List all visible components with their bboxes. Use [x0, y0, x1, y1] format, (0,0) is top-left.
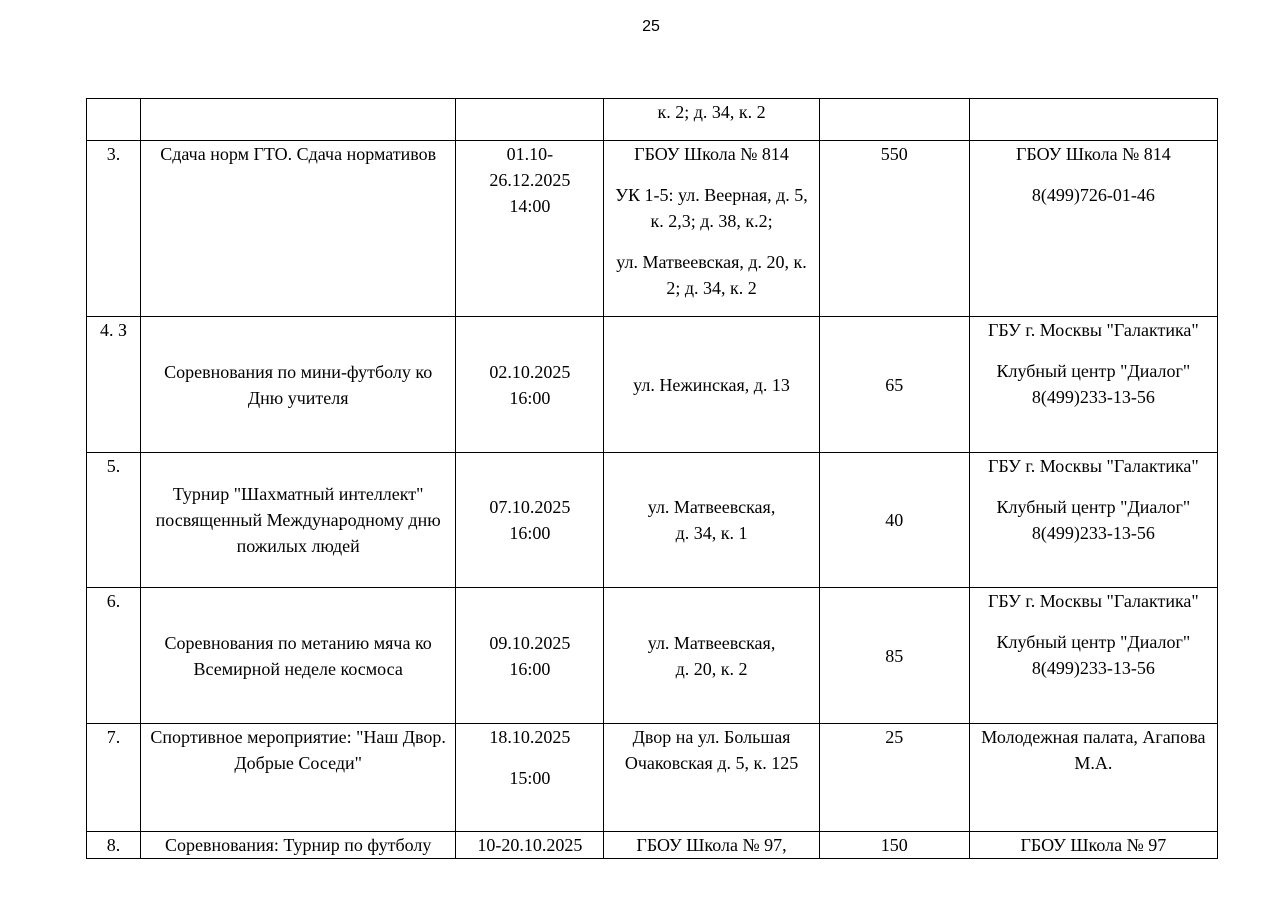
- cell-num: [87, 99, 141, 141]
- cell-count: [819, 99, 969, 141]
- org-line: Клубный центр "Диалог" 8(499)233-13-56: [996, 497, 1191, 543]
- cell-num: 5.: [87, 453, 141, 588]
- org-line: ГБОУ Школа № 814: [1016, 144, 1171, 164]
- cell-date: 10-20.10.2025: [456, 832, 604, 859]
- date-line: 01.10-: [506, 144, 554, 164]
- cell-name: Спортивное мероприятие: "Наш Двор. Добрые Соседи": [141, 724, 456, 832]
- place-line: к. 2; д. 34, к. 2: [657, 102, 766, 122]
- cell-num: 4. З: [87, 317, 141, 453]
- cell-org: [969, 141, 1217, 317]
- page-number: 25: [642, 18, 660, 35]
- cell-date: [456, 317, 604, 453]
- time-line: 15:00: [509, 768, 551, 788]
- cell-org: [969, 588, 1217, 724]
- table-row: [87, 317, 1218, 453]
- cell-num: 7.: [87, 724, 141, 832]
- cell-name: Сдача норм ГТО. Сдача нормативов: [141, 141, 456, 317]
- org-line: ГБУ г. Москвы "Галактика": [987, 456, 1199, 476]
- cell-place: ГБОУ Школа № 97,: [604, 832, 819, 859]
- table-row: [87, 724, 1218, 832]
- cell-num: 3.: [87, 141, 141, 317]
- cell-org: [969, 453, 1217, 588]
- place-line: ул. Матвеевская, д. 20, к. 2; д. 34, к. 2: [616, 252, 807, 298]
- place-line: УК 1-5: ул. Веерная, д. 5, к. 2,3; д. 38, к.2;: [615, 185, 808, 231]
- cell-name: Турнир "Шахматный интеллект" посвященный Международному дню пожилых людей: [141, 453, 456, 588]
- cell-num: 6.: [87, 588, 141, 724]
- table-row: [87, 141, 1218, 317]
- place-line: д. 34, к. 1: [675, 523, 748, 543]
- cell-date: [456, 99, 604, 141]
- cell-org: [969, 317, 1217, 453]
- cell-place: [604, 99, 819, 141]
- cell-count: 25: [819, 724, 969, 832]
- cell-date: [456, 453, 604, 588]
- org-line: Клубный центр "Диалог" 8(499)233-13-56: [996, 632, 1191, 678]
- table-row: [87, 588, 1218, 724]
- time-line: 16:00: [509, 658, 551, 679]
- org-line: Клубный центр "Диалог" 8(499)233-13-56: [996, 361, 1191, 407]
- date-line: 07.10.2025: [489, 497, 571, 517]
- org-line: ГБУ г. Москвы "Галактика": [987, 591, 1199, 611]
- cell-count: 40: [819, 453, 969, 588]
- cell-date: [456, 588, 604, 724]
- place-line: ул. Матвеевская,: [647, 632, 776, 653]
- time-line: 14:00: [509, 196, 551, 216]
- cell-name: Соревнования по метанию мяча ко Всемирной неделе космоса: [141, 588, 456, 724]
- time-line: 16:00: [509, 387, 551, 408]
- place-line: д. 20, к. 2: [675, 658, 748, 679]
- cell-place: [604, 141, 819, 317]
- cell-org: [969, 99, 1217, 141]
- table-row-continuation: [87, 99, 1218, 141]
- cell-name: [141, 99, 456, 141]
- date-line: 26.12.2025: [489, 170, 571, 190]
- cell-org: Молодежная палата, Агапова М.А.: [969, 724, 1217, 832]
- cell-count: 85: [819, 588, 969, 724]
- place-line: ГБОУ Школа № 814: [634, 144, 789, 164]
- date-line: 02.10.2025: [489, 361, 571, 382]
- table-row: [87, 453, 1218, 588]
- date-line: 18.10.2025: [489, 727, 571, 747]
- cell-place: [604, 453, 819, 588]
- cell-org: ГБОУ Школа № 97: [969, 832, 1217, 859]
- cell-count: 550: [819, 141, 969, 317]
- place-line: ул. Матвеевская,: [647, 497, 776, 517]
- cell-place: [604, 588, 819, 724]
- cell-place: ул. Нежинская, д. 13: [604, 317, 819, 453]
- time-line: 16:00: [509, 523, 551, 543]
- date-line: 09.10.2025: [489, 632, 571, 653]
- cell-name: Соревнования по мини-футболу ко Дню учителя: [141, 317, 456, 453]
- cell-count: 150: [819, 832, 969, 859]
- table-row: [87, 832, 1218, 859]
- events-table: [86, 98, 1218, 859]
- cell-num: 8.: [87, 832, 141, 859]
- cell-place: Двор на ул. Большая Очаковская д. 5, к. 125: [604, 724, 819, 832]
- cell-count: 65: [819, 317, 969, 453]
- org-line: ГБУ г. Москвы "Галактика": [987, 320, 1199, 340]
- org-phone: 8(499)726-01-46: [1031, 185, 1155, 205]
- cell-name: Соревнования: Турнир по футболу: [141, 832, 456, 859]
- cell-date: [456, 724, 604, 832]
- cell-date: [456, 141, 604, 317]
